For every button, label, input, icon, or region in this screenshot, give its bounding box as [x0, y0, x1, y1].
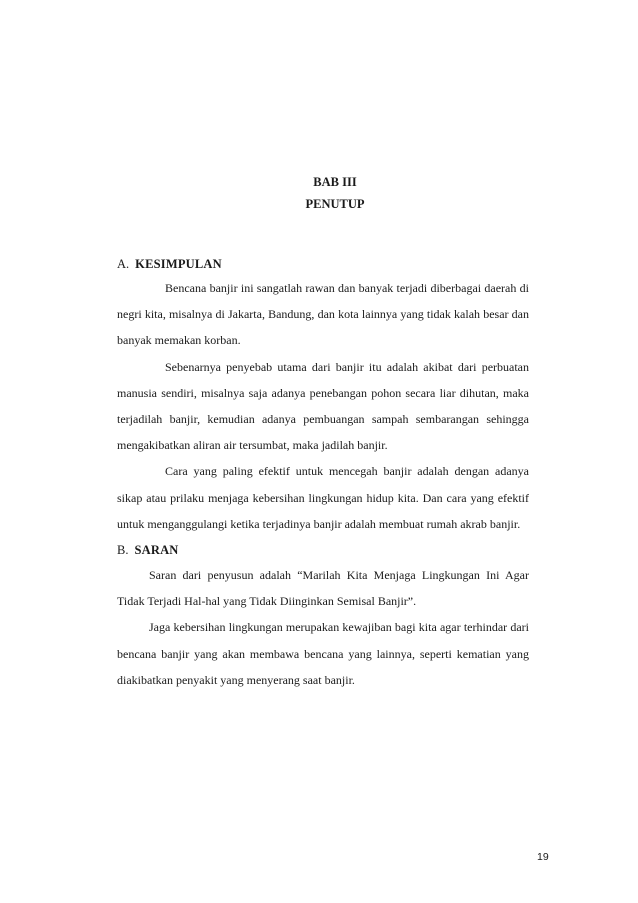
paragraph: Jaga kebersihan lingkungan merupakan kewajiban bagi kita agar terhindar dari bencana banjir yang akan membawa bencana yang lainnya, seperti kematian yang diakibatkan penyakit yang menyerang saat banjir.	[117, 620, 529, 687]
section-heading-saran	[117, 543, 179, 558]
paragraph: Sebenarnya penyebab utama dari banjir itu adalah akibat dari perbuatan manusia sendiri, misalnya saja adanya penebangan pohon secara liar dihutan, maka terjadilah banjir, kemudian adanya pembuangan sampah sembarangan sehingga mengakibatkan aliran air tersumbat, maka jadilah banjir.	[117, 359, 529, 453]
chapter-title: PENUTUP	[305, 197, 365, 211]
chapter-number: BAB III	[313, 175, 357, 189]
section-title: SARAN	[134, 543, 179, 557]
section-body-saran	[117, 562, 529, 693]
paragraph: Bencana banjir ini sangatlah rawan dan banyak terjadi diberbagai daerah di negri kita, misalnya di Jakarta, Bandung, dan kota lainnya yang tidak kalah besar dan banyak memakan korban.	[117, 281, 529, 348]
section-heading-kesimpulan	[117, 257, 222, 272]
paragraph: Cara yang paling efektif untuk mencegah banjir adalah dengan adanya sikap atau prilaku menjaga kebersihan lingkungan hidup kita. Dan cara yang efektif untuk menganggulangi ketika terjadinya banjir adalah membuat rumah akrab banjir.	[117, 464, 529, 531]
section-title: KESIMPULAN	[135, 257, 222, 271]
section-letter: A.	[117, 257, 130, 271]
section-body-kesimpulan	[117, 275, 529, 537]
section-letter: B.	[117, 543, 129, 557]
page-number: 19	[537, 851, 549, 863]
paragraph: Saran dari penyusun adalah “Marilah Kita Menjaga Lingkungan Ini Agar Tidak Terjadi Hal-hal yang Tidak Diinginkan Semisal Banjir”.	[117, 568, 529, 609]
